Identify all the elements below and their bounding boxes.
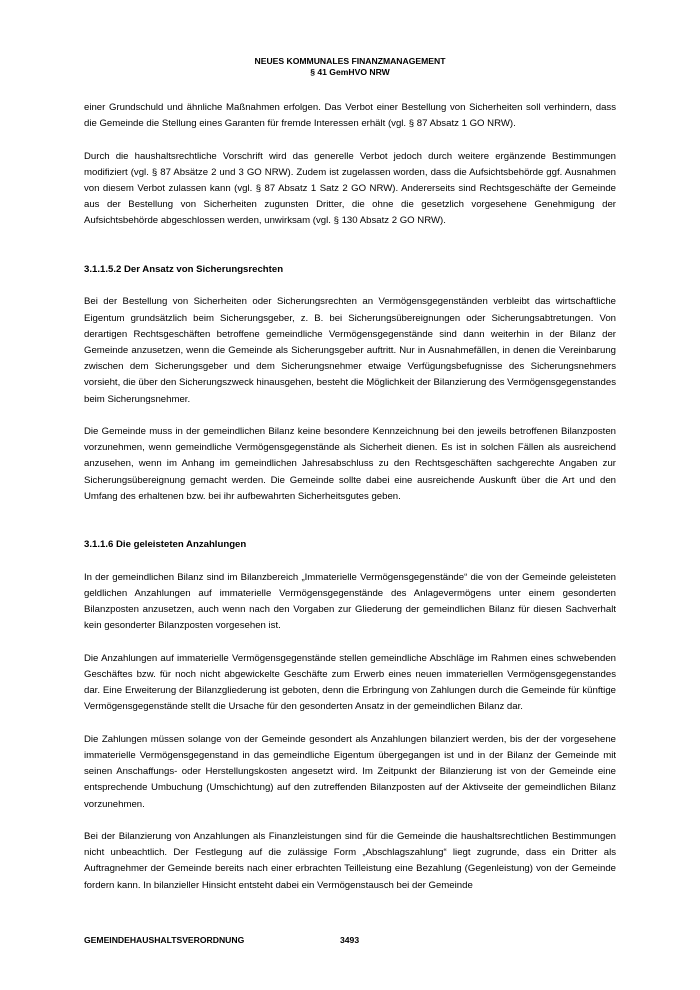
page-header bbox=[0, 56, 700, 78]
document-body bbox=[84, 100, 616, 910]
paragraph-3: Bei der Bestellung von Sicherheiten oder Sicherungsrechten an Vermögensgegenständen verbleibt das wirtschaftliche Eigentum grundsätzlich beim Sicherungsgeber, z. B. bei Sicherungsübereignungen oder Sicherungsabtretungen. Von derartigen Rechtsgeschäften betroffene gemeindliche Vermögensgegenstände sind dann weiterhin in der Bilanz der Gemeinde anzusetzen, wenn die Gemeinde als Sicherungsgeber auftritt. Nur in Ausnahmefällen, in denen die Vereinbarung zwischen dem Sicherungsgeber und dem Sicherungsnehmer etwaige Verfügungsbefugnisse des Sicherungsnehmers vorsieht, die über den Sicherungszweck hinausgehen, besteht die Möglichkeit der Bilanzierung des Vermögensgegenstandes beim Sicherungsnehmer. bbox=[84, 296, 616, 405]
paragraph-8: Bei der Bilanzierung von Anzahlungen als Finanzleistungen sind für die Gemeinde die haushaltsrechtlichen Bestimmungen nicht unbeachtlich. Der Festlegung auf die zulässige Form „Abschlagszahlung“ liegt zugrunde, dass ein Dritter als Auftragnehmer der Gemeinde bereits nach einer erbrachten Teilleistung eine Bezahlung (Gegenleistung) von der Gemeinde fordern kann. In bilanzieller Hinsicht entsteht dabei ein Vermögenstausch bei der Gemeinde bbox=[84, 831, 616, 891]
paragraph-7: Die Zahlungen müssen solange von der Gemeinde gesondert als Anzahlungen bilanziert werden, bis der der vorgesehene immaterielle Vermögensgegenstand in das gemeindliche Eigentum übergegangen ist und in der Bilanz der Gemeinde mit seinen Anschaffungs- oder Herstellungskosten angesetzt wird. Im Zeitpunkt der Bilanzierung ist von der Gemeinde eine entsprechende Umbuchung (Umschichtung) auf den zutreffenden Bilanzposten auf der Aktivseite der gemeindlichen Bilanz vorzunehmen. bbox=[84, 733, 616, 810]
paragraph-5: In der gemeindlichen Bilanz sind im Bilanzbereich „Immaterielle Vermögensgegenstände“ die von der Gemeinde geleisteten geldlichen Anzahlungen auf immaterielle Vermögensgegenstände des Anlagevermögens unter einem gesonderten Bilanzposten anzusetzen, auch wenn nach den Vorgaben zur Gliederung der gemeindlichen Bilanz für diesen Sachverhalt kein gesonderter Bilanzposten vorgesehen ist. bbox=[84, 571, 616, 632]
header-section: § 41 GemHVO NRW bbox=[310, 67, 390, 77]
section-heading-sicherungsrechte: 3.1.1.5.2 Der Ansatz von Sicherungsrechten bbox=[84, 264, 284, 275]
paragraph-4: Die Gemeinde muss in der gemeindlichen Bilanz keine besondere Kennzeichnung bei den jeweils betroffenen Bilanzposten vorzunehmen, wenn gemeindliche Vermögensgegenstände als Sicherheit dienen. Es ist in solchen Fällen als ausreichend anzusehen, wenn im Anhang im gemeindlichen Jahresabschluss zu den Rechtsgeschäften sachgerechte Angaben zur Sicherungsübereignung gemacht werden. Die Gemeinde sollte dabei eine ausreichende Auskunft über die Art und den Umfang des erhaltenen bzw. bei ihr aufbewahrten Sicherheitsgutes geben. bbox=[84, 426, 616, 502]
paragraph-1: einer Grundschuld und ähnliche Maßnahmen erfolgen. Das Verbot einer Bestellung von Sicherheiten soll verhindern, dass die Gemeinde die Stellung eines Garanten für fremde Interessen erhält (vgl. § 87 Absatz 1 GO NRW). bbox=[84, 102, 616, 130]
footer-title: GEMEINDEHAUSHALTSVERORDNUNG bbox=[84, 935, 245, 945]
header-title: NEUES KOMMUNALES FINANZMANAGEMENT bbox=[254, 56, 446, 66]
section-heading-anzahlungen: 3.1.1.6 Die geleisteten Anzahlungen bbox=[84, 539, 247, 551]
paragraph-2: Durch die haushaltsrechtliche Vorschrift wird das generelle Verbot jedoch durch weitere ergänzende Bestimmungen modifiziert (vgl. § 87 Absätze 2 und 3 GO NRW). Zudem ist zugelassen worden, dass die Aufsichtsbehörde ggf. Ausnahmen von diesem Verbot zulassen kann (vgl. § 87 Absatz 1 Satz 2 GO NRW). Andererseits sind Rechtsgeschäfte der Gemeinde aus der Bestellung von Sicherheiten zugunsten Dritter, die ohne die gesetzlich vorgesehene Genehmigung der Aufsichtsbehörde abgeschlossen werden, unwirksam (vgl. § 130 Absatz 2 GO NRW). bbox=[84, 150, 616, 227]
page-number: 3493 bbox=[340, 935, 360, 945]
paragraph-6: Die Anzahlungen auf immaterielle Vermögensgegenstände stellen gemeindliche Abschläge im Rahmen eines schwebenden Geschäftes bzw. für noch nicht abgewickelte Geschäfte zum Erwerb eines neuen immateriellen Vermögensgegenstandes dar. Eine Erweiterung der Bilanzgliederung ist geboten, denn die Erbringung von Zahlungen durch die Gemeinde für künftige Vermögensgegenstände stellt die Ursache für den gesonderten Ansatz in der gemeindlichen Bilanz dar. bbox=[84, 652, 616, 713]
